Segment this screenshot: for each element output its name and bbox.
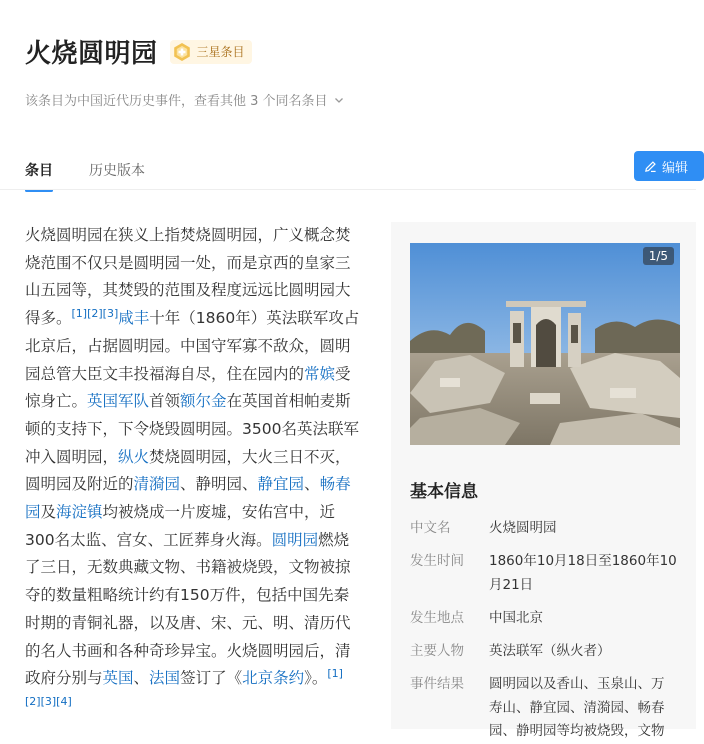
article-text: 夺的数量粗略统计约有150万件，包括中国先秦 <box>25 586 350 605</box>
tab-bar <box>25 160 181 190</box>
info-value-line: 中国北京 <box>489 610 543 626</box>
homonym-notice-text: 该条目为中国近代历史事件，查看其他 3 个同名条目 <box>25 94 328 109</box>
tab-divider <box>0 189 696 190</box>
article-line <box>25 638 372 666</box>
article-link[interactable]: 法国 <box>149 669 181 688</box>
info-key: 中文名 <box>410 520 451 536</box>
article-link[interactable]: 英国军队 <box>87 392 150 411</box>
article-line <box>25 444 372 472</box>
title-row <box>25 33 252 70</box>
article-link[interactable]: 畅春 <box>319 475 351 494</box>
tab-entry[interactable]: 条目 <box>25 160 53 190</box>
article-text: 在英国首相帕麦斯 <box>226 392 351 411</box>
article-text: 时期的青铜礼器，以及唐、宋、元、明、清历代 <box>25 613 351 632</box>
article-text: 顿的支持下，下令烧毁圆明园。3500名英法联军 <box>25 419 359 438</box>
pencil-icon <box>644 160 657 173</box>
article-link[interactable]: 北京条约 <box>242 669 305 688</box>
article-text: 园总管大臣文丰投福海自尽，住在园内的 <box>25 364 305 383</box>
article-text: 圆明园及附近的 <box>25 475 134 494</box>
info-row-location <box>410 607 681 631</box>
info-value-line: 英法联军（纵火者） <box>489 643 611 659</box>
article-text: 首领 <box>149 392 181 411</box>
info-value <box>489 607 681 631</box>
info-value <box>489 673 681 744</box>
info-key: 主要人物 <box>410 643 464 659</box>
citation-ref[interactable]: [1] <box>327 667 343 681</box>
article-line <box>25 277 372 305</box>
page-title: 火烧圆明园 <box>25 39 158 69</box>
article-link[interactable]: 静宜园 <box>257 475 305 494</box>
article-text: 、 <box>304 475 320 494</box>
info-value <box>489 640 681 664</box>
article-text: 了三日，无数典藏文物、书籍被烧毁，文物被掠 <box>25 558 351 577</box>
article-text: 、 <box>133 669 150 688</box>
article-text: 受 <box>335 364 351 383</box>
article-text: 及 <box>40 503 57 522</box>
article-line <box>25 222 372 250</box>
info-key: 事件结果 <box>410 676 464 692</box>
article-line <box>25 527 372 555</box>
info-value <box>489 550 681 597</box>
info-value-line: 火烧圆明园 <box>489 520 557 536</box>
info-value-line: 1860年10月18日至1860年10 <box>489 553 677 569</box>
image-counter: 1/5 <box>643 247 674 265</box>
article-line <box>25 305 372 333</box>
article-link[interactable]: 额尔金 <box>180 392 227 411</box>
article-text: 政府分别与 <box>25 669 103 688</box>
article-line <box>25 582 372 610</box>
article-text: 均被烧成一片废墟，安佑宫中，近 <box>102 503 336 522</box>
tab-history[interactable]: 历史版本 <box>89 163 145 179</box>
info-row-result <box>410 673 681 744</box>
article-text: 北京后，占据圆明园。中国守军寡不敌众，圆明 <box>25 336 351 355</box>
article-text: 签订了《 <box>180 669 243 688</box>
article-line <box>25 610 372 638</box>
article-line <box>25 499 372 527</box>
article-text: 300名太监、宫女、工匠葬身火海。 <box>25 530 272 549</box>
article-text: 的名人书画和各种奇珍异宝。火烧圆明园后，清 <box>25 641 351 660</box>
article-link[interactable]: 园 <box>25 503 41 522</box>
entry-image[interactable] <box>410 243 680 445</box>
ruins-photo <box>410 243 680 445</box>
article-line <box>25 471 372 499</box>
article-link[interactable]: 英国 <box>102 669 134 688</box>
article-link[interactable]: 圆明园 <box>271 530 319 549</box>
article-line <box>25 388 372 416</box>
info-value-line: 园、静明园等均被烧毁，文物 <box>489 723 665 740</box>
article-text: 十年（1860年）英法联军攻占 <box>149 309 360 328</box>
article-text: 、静明园、 <box>180 475 258 494</box>
article-text: 山五园等，其焚毁的范围及程度远远比圆明园大 <box>25 281 351 300</box>
article-text: 冲入圆明园， <box>25 447 119 466</box>
info-row-people <box>410 640 681 664</box>
article-link[interactable]: 咸丰 <box>118 309 150 328</box>
info-row-time <box>410 550 681 597</box>
basic-info-title: 基本信息 <box>410 482 478 502</box>
badge-label: 三星条目 <box>196 45 245 59</box>
chevron-down-icon <box>334 95 344 105</box>
article-line <box>25 554 372 582</box>
article-text: 火烧圆明园在狭义上指焚烧圆明园，广义概念焚 <box>25 226 351 244</box>
article-line <box>25 250 372 278</box>
article-text: 焚烧圆明园，大火三日不灭， <box>149 447 351 466</box>
article-text: 得多。 <box>25 309 72 328</box>
citation-ref[interactable]: [1][2][3] <box>71 306 119 320</box>
info-value-line: 寿山、静宜园、清漪园、畅春 <box>489 699 665 716</box>
info-value-line: 圆明园以及香山、玉泉山、万 <box>489 676 665 692</box>
edit-button[interactable] <box>634 151 704 181</box>
article-body <box>25 222 372 721</box>
article-line <box>25 333 372 361</box>
article-link[interactable]: 纵火 <box>118 447 150 466</box>
info-row-chinese-name <box>410 517 681 541</box>
homonym-notice[interactable] <box>25 90 344 109</box>
info-key: 发生地点 <box>410 610 464 626</box>
star-badge-icon <box>172 42 192 62</box>
info-sidebar <box>391 222 696 740</box>
article-line <box>25 361 372 389</box>
citation-ref[interactable]: [2][3][4] <box>25 694 72 708</box>
article-link[interactable]: 常嫔 <box>304 364 336 383</box>
article-text: 燃烧 <box>318 530 350 549</box>
article-link[interactable]: 清漪园 <box>133 475 181 494</box>
article-text: 烧范围不仅只是圆明园一处，而是京西的皇家三 <box>25 253 351 272</box>
info-value <box>489 517 681 541</box>
star-rating-badge[interactable] <box>170 40 252 64</box>
article-text: 》。 <box>304 669 328 688</box>
article-line <box>25 665 372 693</box>
article-text: 惊身亡。 <box>25 392 88 411</box>
article-link[interactable]: 海淀镇 <box>56 503 103 522</box>
article-line <box>25 416 372 444</box>
info-key: 发生时间 <box>410 553 464 569</box>
info-value-line: 月21日 <box>489 576 534 593</box>
article-line <box>25 693 372 721</box>
edit-button-label: 编辑 <box>662 160 689 176</box>
